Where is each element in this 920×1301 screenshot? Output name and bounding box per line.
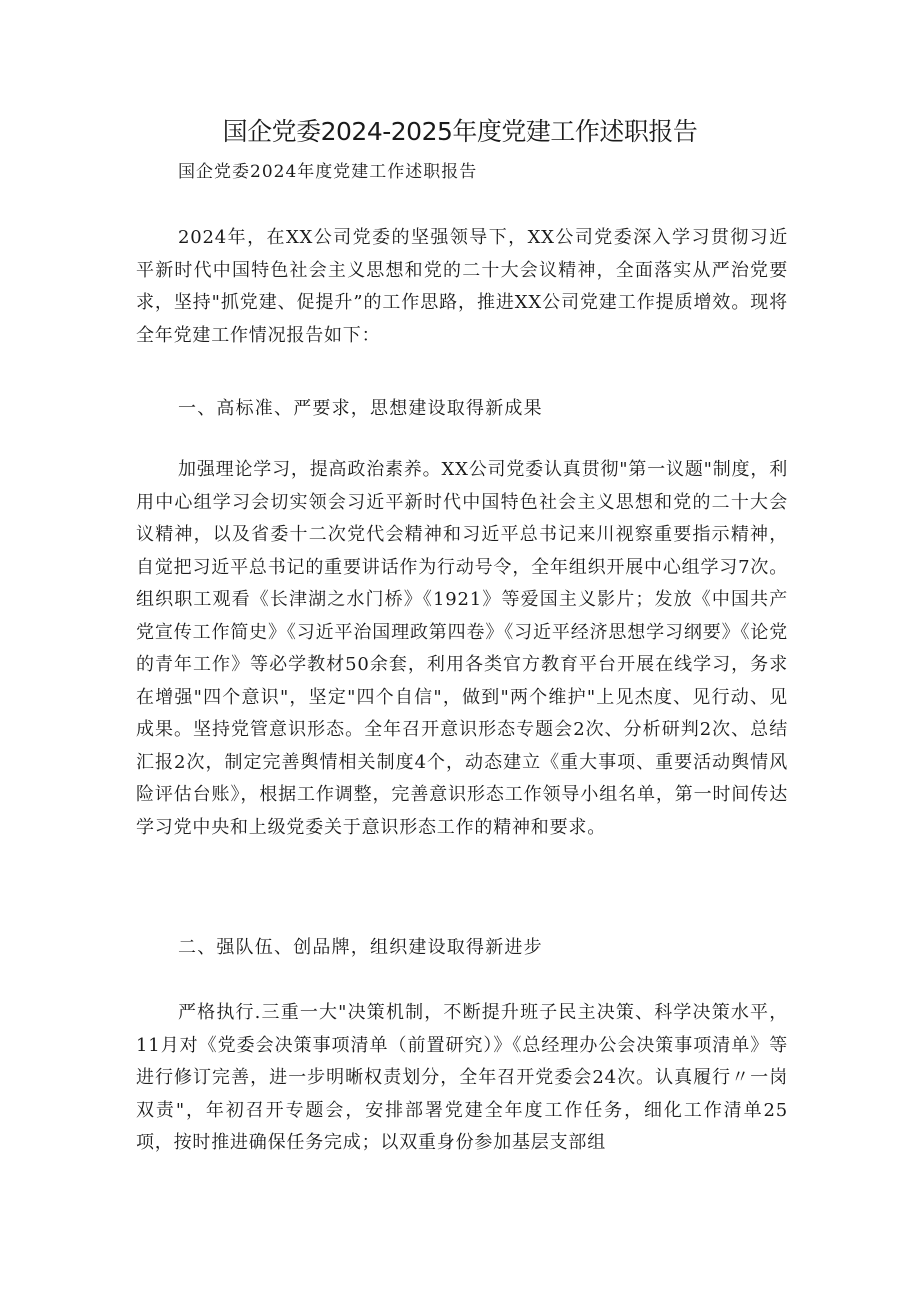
document-subtitle: 国企党委2024年度党建工作述职报告 [178, 162, 478, 182]
document-title: 国企党委2024-2025年度党建工作述职报告 [222, 117, 698, 146]
section-heading-1: 一、高标准、严要求，思想建设取得新成果 [178, 398, 543, 419]
section-paragraph-2: 严格执行.三重一大"决策机制，不断提升班子民主决策、科学决策水平，11月对《党委会决策事项清单（前置研究）》《总经理办公会决策事项清单》等进行修订完善，进一步明晰权责划分，全年召开党委会24次。认真履行〃一岗双责"，年初召开专题会，安排部署党建全年度工作任务，细化工作清单25项，按时推进确保任务完成；以双重身份参加基层支部组 [136, 1002, 788, 1153]
section-heading-2: 二、强队伍、创品牌，组织建设取得新进步 [178, 937, 543, 958]
section-paragraph-1: 加强理论学习，提高政治素养。XX公司党委认真贯彻"第一议题"制度，利用中心组学习会切实领会习近平新时代中国特色社会主义思想和党的二十大会议精神，以及省委十二次党代会精神和习近平总书记来川视察重要指示精神，自觉把习近平总书记的重要讲话作为行动号令，全年组织开展中心组学习7次。组织职工观看《长津湖之水门桥》《1921》等爱国主义影片；发放《中国共产党宣传工作简史》《习近平治国理政第四卷》《习近平经济思想学习纲要》《论党的青年工作》等必学教材50余套，利用各类官方教育平台开展在线学习，务求在增强"四个意识"，坚定"四个自信"，做到"两个维护"上见杰度、见行动、见成果。坚持党管意识形态。全年召开意识形态专题会2次、分析研判2次、总结汇报2次，制定完善舆情相关制度4个，动态建立《重大事项、重要活动舆情风险评估台账》，根据工作调整，完善意识形态工作领导小组名单，第一时间传达学习党中央和上级党委关于意识形态工作的精神和要求。 [136, 459, 788, 838]
intro-paragraph: 2024年，在XX公司党委的坚强领导下，XX公司党委深入学习贯彻习近平新时代中国特色社会主义思想和党的二十大会议精神，全面落实从严治党要求，坚持"抓党建、促提升”的工作思路，推进XX公司党建工作提质增效。现将全年党建工作情况报告如下： [136, 227, 788, 346]
